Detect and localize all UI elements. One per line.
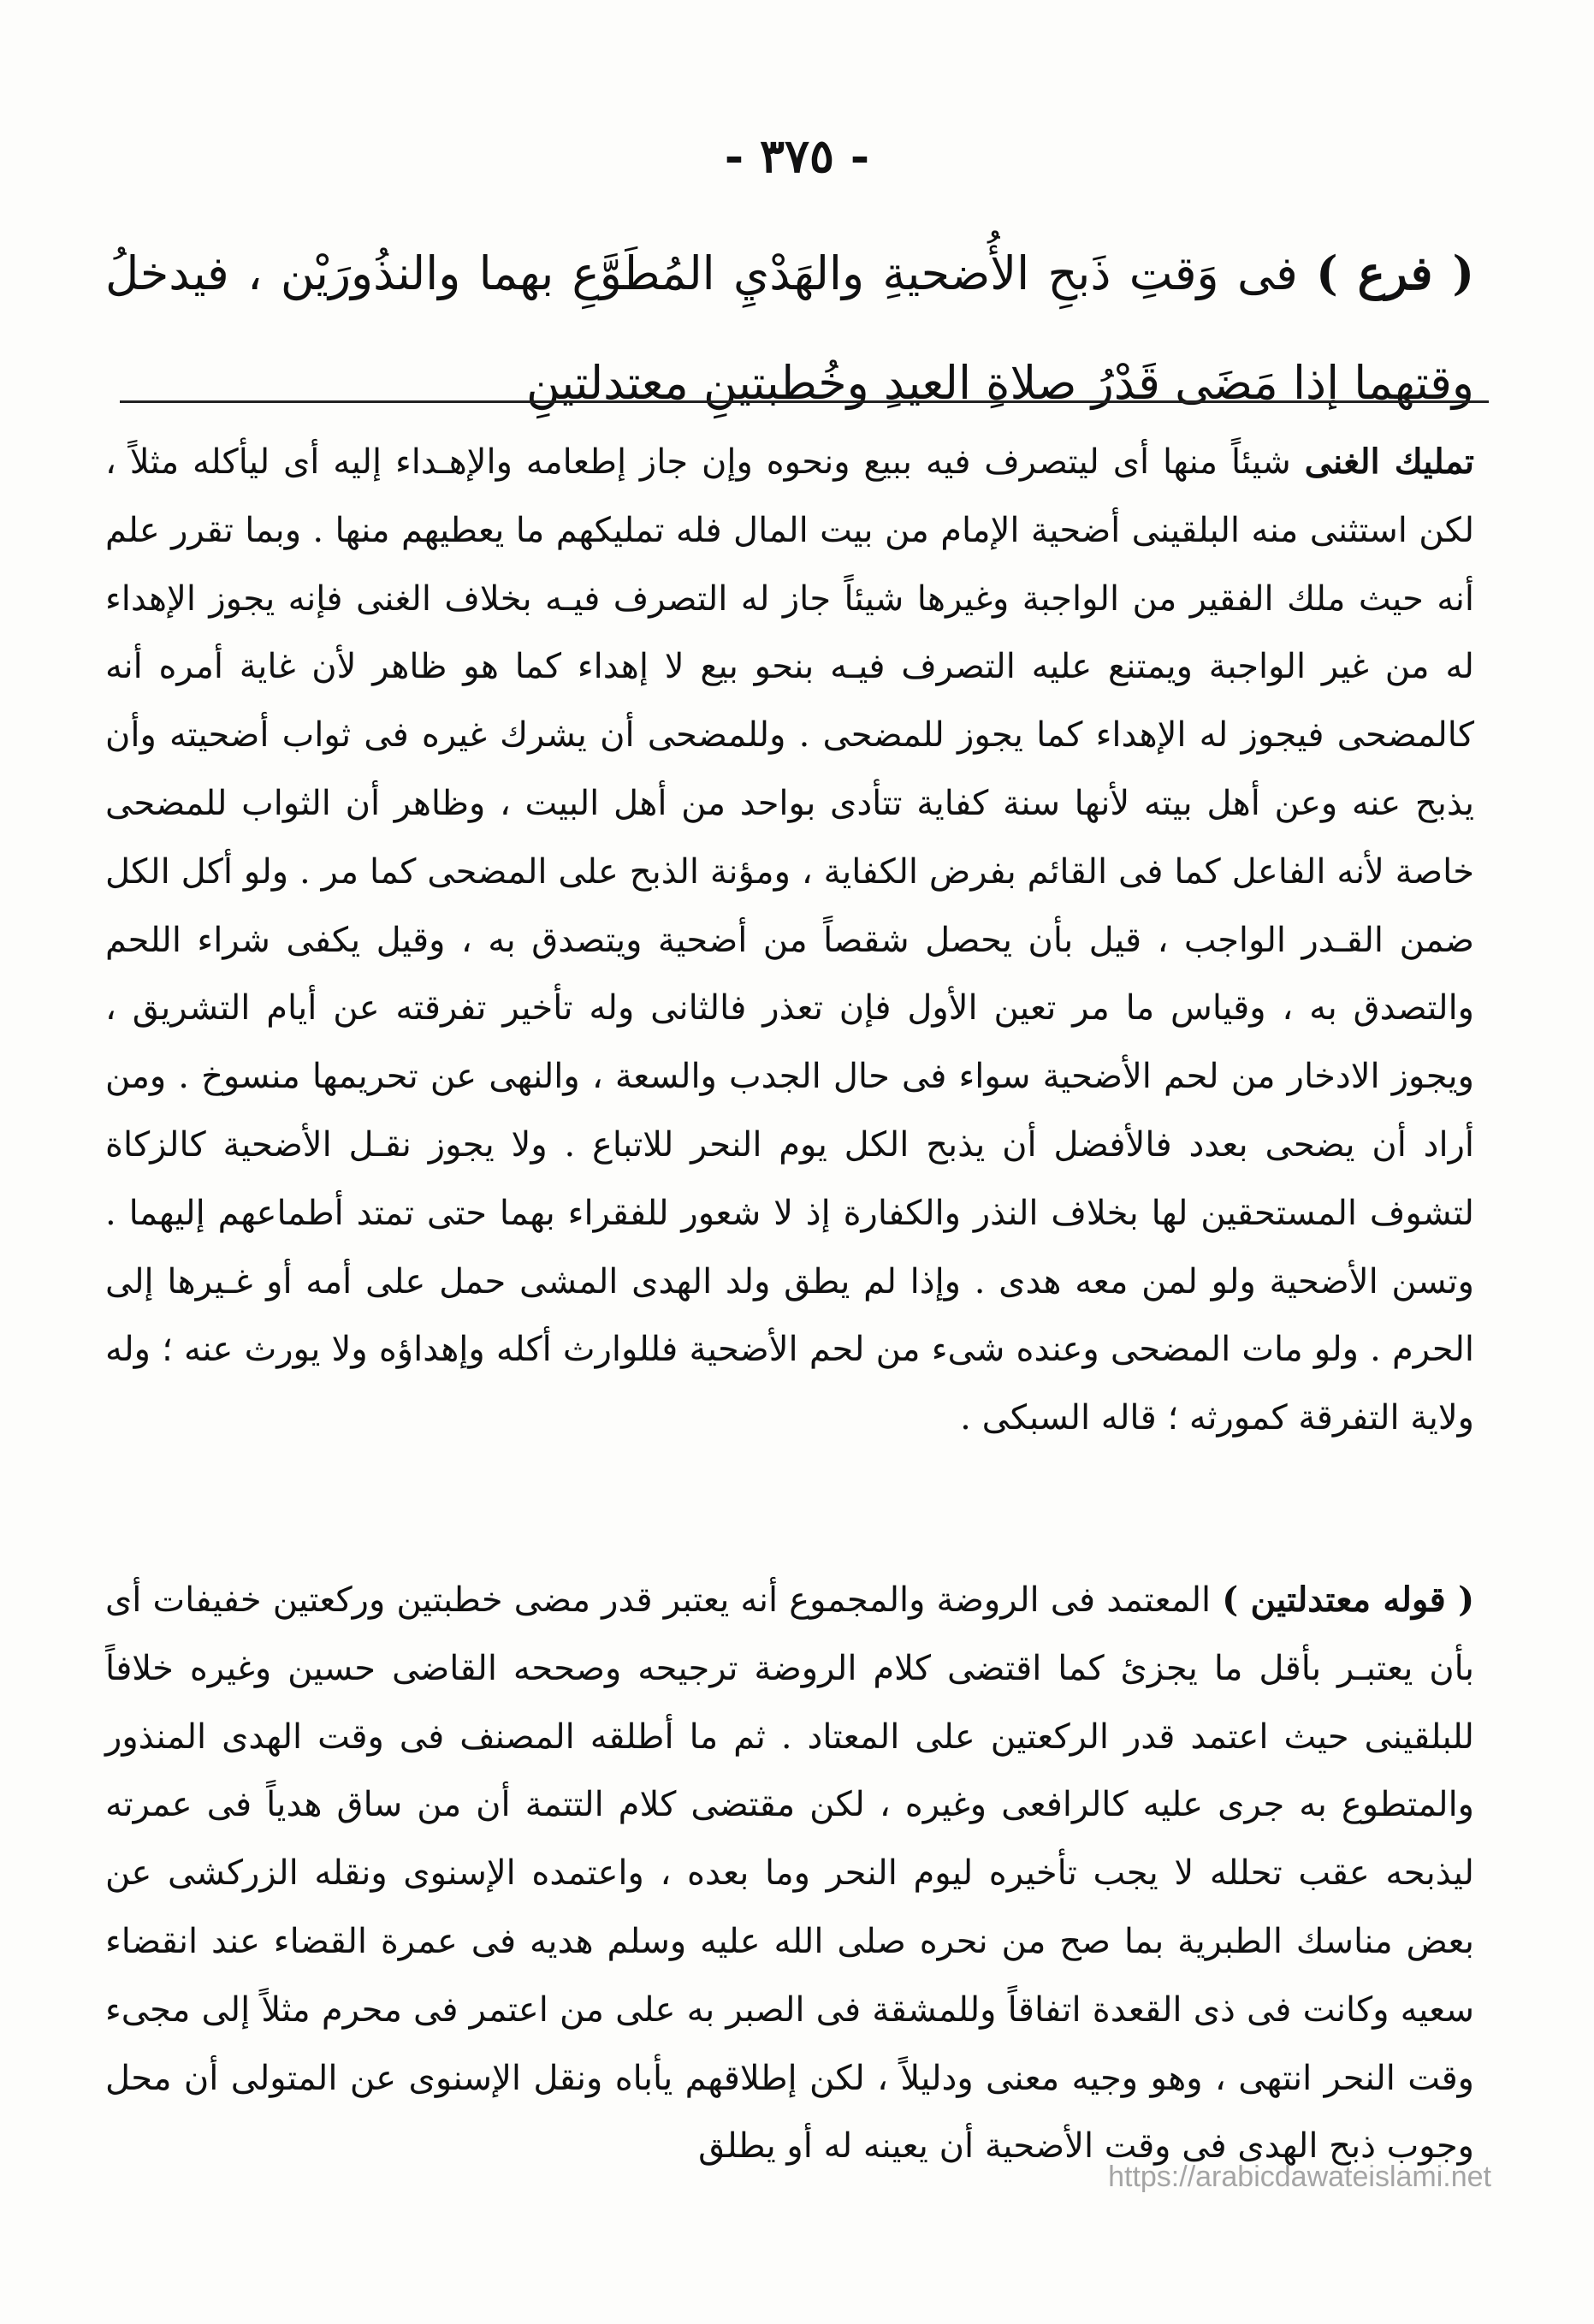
main-text-lead: ( فرع ) xyxy=(1316,246,1474,300)
commentary-lead-2: ( قوله معتدلتين ) xyxy=(1222,1580,1474,1620)
commentary-paragraph-1 xyxy=(105,428,1474,1453)
commentary-lead-1: تمليك الغنى xyxy=(1304,442,1475,482)
commentary-body-1: شيئاً منها أى ليتصرف فيه ببيع ونحوه وإن جاز إطعامه والإهـداء إليه أى ليأكله مثلاً ، لكن استثنى منه البلقينى أضحية الإمام من بيت المال فله تمليكهم ما يعطيهم منها . وبما تقرر علم أنه حيث ملك الفقير من الواجبة وغيرها شيئاً جاز له التصرف فيـه بخلاف الغنى فإنه يجوز الإهداء له من غير الواجبة ويمتنع عليه التصرف فيـه بنحو بيع لا إهداء كما هو ظاهر لأن غاية أمره أنه كالمضحى فيجوز له الإهداء كما يجوز للمضحى . وللمضحى أن يشرك غيره فى ثواب أضحيته وأن يذبح عنه وعن أهل بيته لأنها سنة كفاية تتأدى بواحد من أهل البيت ، وظاهر أن الثواب للمضحى خاصة لأنه الفاعل كما فى القائم بفرض الكفاية ، ومؤنة الذبح على المضحى كما مر . ولو أكل الكل ضمن القـدر الواجب ، قيل بأن يحصل شقصاً من أضحية ويتصدق به ، وقيل يكفى شراء اللحم والتصدق به ، وقياس ما مر تعين الأول فإن تعذر فالثانى وله تأخير تفرقته عن أيام التشريق ، ويجوز الادخار من لحم الأضحية سواء فى حال الجدب والسعة ، والنهى عن تحريمها منسوخ . ومن أراد أن يضحى بعدد فالأفضل أن يذبح الكل يوم النحر للاتباع . ولا يجوز نقـل الأضحية كالزكاة لتشوف المستحقين لها بخلاف النذر والكفارة إذ لا شعور للفقراء بهما حتى تمتد أطماعهم إليهما . وتسن الأضحية ولو لمن معه هدى . وإذا لم يطق ولد الهدى المشى حمل على أمه أو غـيرها إلى الحرم . ولو مات المضحى وعنده شىء من لحم الأضحية فللوارث أكله وإهداؤه ولا يورث عنه ؛ وله ولاية التفرقة كمورثه ؛ قاله السبكى . xyxy=(105,442,1475,1438)
commentary-body-2: المعتمد فى الروضة والمجموع أنه يعتبر قدر مضى خطبتين وركعتين خفيفات أى بأن يعتبـر بأقل ما يجزئ كما اقتضى كلام الروضة ترجيحه وصححه القاضى حسين وغيره خلافاً للبلقينى حيث اعتمد قدر الركعتين على المعتاد . ثم ما أطلقه المصنف فى وقت الهدى المنذور والمتطوع به جرى عليه كالرافعى وغيره ، لكن مقتضى كلام التتمة أن من ساق هدياً فى عمرته ليذبحه عقب تحلله لا يجب تأخيره ليوم النحر وما بعده ، واعتمده الإسنوى ونقله الزركشى عن بعض مناسك الطبرية بما صح من نحره صلى الله عليه وسلم هديه فى عمرة القضاء عند انقضاء سعيه وكانت فى ذى القعدة اتفاقاً وللمشقة فى الصبر به على من اعتمر فى محرم مثلاً إلى مجىء وقت النحر انتهى ، وهو وجيه معنى ودليلاً ، لكن إطلاقهم يأباه ونقل الإسنوى عن المتولى أن محل وجوب ذبح الهدى فى وقت الأضحية أن يعينه له أو يطلق xyxy=(105,1580,1475,2167)
page-number: - ٣٧٥ - xyxy=(724,128,870,183)
section-divider xyxy=(120,400,1489,403)
watermark-url: https://arabicdawateislami.net xyxy=(1108,2161,1491,2193)
commentary-paragraph-2 xyxy=(105,1566,1474,2181)
main-text-body: فى وَقتِ ذَبحِ الأُضحيةِ والهَدْيِ المُطَوَّعِ بهما والنذُورَيْن ، فيدخلُ وقتهما إذا مَضَى قَدْرُ صلاةِ العيدِ وخُطبتينِ معتدلتينِ xyxy=(105,246,1474,410)
main-text xyxy=(105,218,1474,438)
